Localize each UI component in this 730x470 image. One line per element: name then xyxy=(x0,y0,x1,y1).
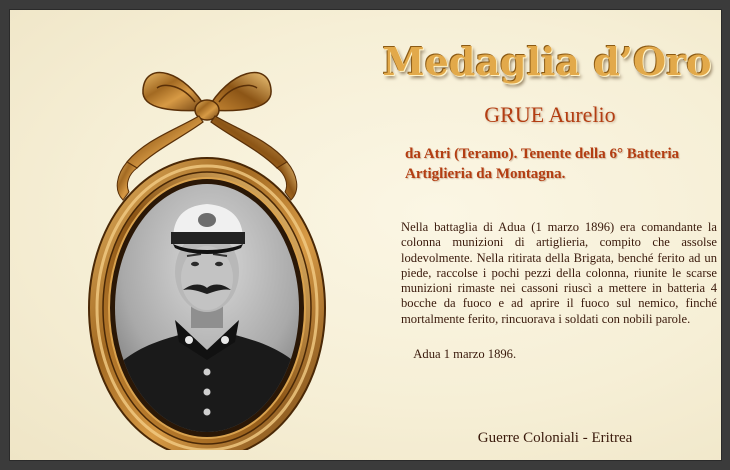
campaign-label: Guerre Coloniali - Eritrea xyxy=(477,430,633,446)
page-title: Medaglia d’Oro xyxy=(382,39,712,84)
recipient-rank-origin: da Atri (Teramo). Tenente della 6° Batteria Artiglieria da Montagna. xyxy=(405,146,680,182)
portrait-frame xyxy=(65,50,355,450)
medal-card xyxy=(10,10,721,460)
recipient-name: GRUE Aurelio xyxy=(484,102,616,127)
citation-date xyxy=(407,347,607,362)
citation-date-text: Adua 1 marzo 1896. xyxy=(413,347,517,361)
citation-text: Nella battaglia di Adua (1 marzo 1896) era comandante la colonna munizioni di artiglieria, compito che assolse lodevolmente. Nella ritirata della Brigata, benché ferito ad un piede, raccolse i pochi pezzi della colonna, riunite le scarse munizioni rimaste nei cassoni riuscì a mettere in batteria 4 bocche da fuoco e ad aprire il fuoco sul nemico, finché mortalmente ferito, rincuorava i soldati con nobili parole. xyxy=(401,220,717,326)
